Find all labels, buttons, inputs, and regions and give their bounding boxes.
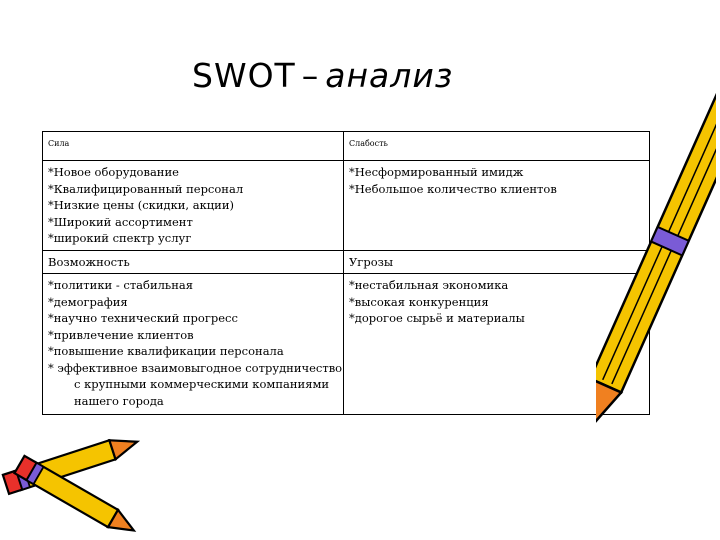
threat-item: *дорогое сырьё и материалы (349, 311, 525, 325)
opportunity-item-continuation: с крупными коммерческими компаниями (74, 377, 330, 391)
page-title (192, 56, 453, 95)
opportunity-item: *демография (48, 294, 128, 309)
strength-item: *широкий спектр услуг (48, 231, 192, 245)
strengths-header: Сила (43, 132, 344, 161)
opportunity-item: *политики - стабильная (48, 278, 193, 292)
weakness-item: *Несформированный имидж (349, 165, 524, 179)
opportunities-threats-row (43, 274, 650, 415)
strengths-cell (43, 161, 344, 251)
opportunity-item: * эффективное взаимовыгодное сотрудничество (48, 360, 343, 375)
title-dash: – (301, 56, 320, 95)
opportunity-item-continuation: нашего города (74, 393, 164, 408)
threat-item: *высокая конкуренция (349, 294, 489, 309)
weaknesses-header: Слабость (344, 132, 650, 161)
pencil-icon (596, 0, 716, 540)
opportunity-item: *научно технический прогресс (48, 311, 238, 325)
header-row (43, 132, 650, 161)
opportunities-header: Возможность (43, 250, 344, 274)
title-main: SWOT (192, 56, 296, 95)
swot-table (42, 131, 650, 415)
threats-header: Угрозы (344, 250, 650, 274)
subheader-row (43, 250, 650, 274)
strength-item: *Квалифицированный персонал (48, 181, 244, 196)
opportunity-item: *повышение квалификации персонала (48, 344, 284, 358)
strength-item: *Широкий ассортимент (48, 214, 193, 229)
crossed-pencils-icon (0, 430, 170, 540)
threat-item: *нестабильная экономика (349, 278, 509, 292)
title-sub: анализ (325, 56, 454, 95)
weakness-item: *Небольшое количество клиентов (349, 181, 557, 196)
strength-item: *Низкие цены (скидки, акции) (48, 198, 234, 212)
strengths-weaknesses-row (43, 161, 650, 251)
opportunity-item: *привлечение клиентов (48, 327, 194, 342)
strength-item: *Новое оборудование (48, 165, 179, 179)
opportunities-cell (43, 274, 344, 415)
